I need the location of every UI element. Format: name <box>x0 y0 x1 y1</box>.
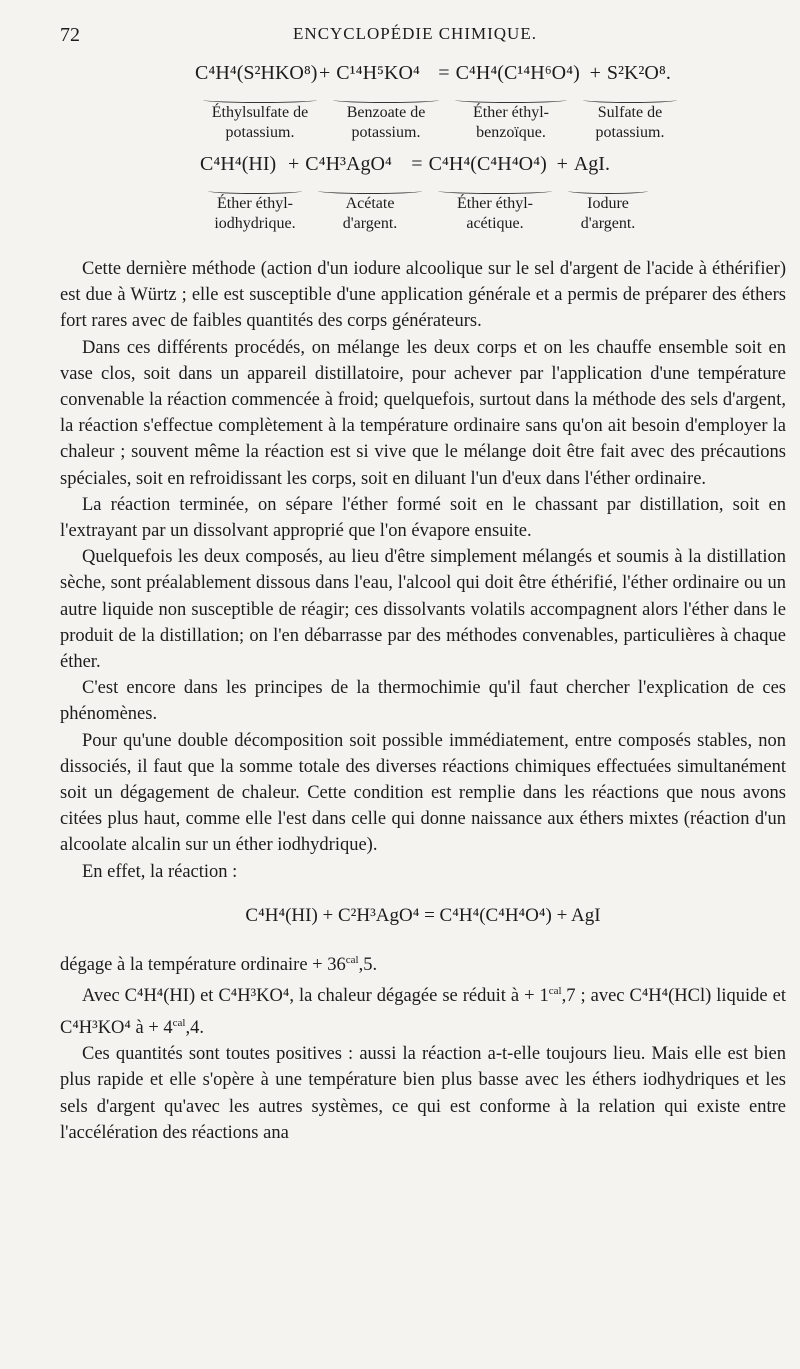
equation-1-line <box>195 62 685 85</box>
eq2-label-4: Iodure d'argent. <box>560 186 656 234</box>
eq1-op-3: + <box>589 62 601 84</box>
eq1-label-1: Éthylsulfate de potassium. <box>195 95 325 143</box>
equation-2-labels <box>200 186 690 234</box>
eq1-term-1: C⁴H⁴(S²HKO⁸) <box>195 62 318 84</box>
eq2-label-1: Éther éthyl- iodhydrique. <box>200 186 310 234</box>
page-header <box>60 24 770 48</box>
equation-block-1 <box>195 62 685 143</box>
eq1-op-1: + <box>319 62 331 84</box>
paragraph-6: Pour qu'une double décomposition soit possible immédiatement, entre composés stables, non dissociés, il faut que la somme totale des diverses réactions chimiques effectuées simultanément soit un dégagement de chaleur. Cette condition est remplie dans les réactions que nous avons citées plus haut, comme elle l'est dans celle qui donne naissance aux éthers mixtes (réaction d'un alcoolate alcalin sur un éther iodhydrique). <box>60 730 786 856</box>
running-head: ENCYCLOPÉDIE CHIMIQUE. <box>293 24 537 43</box>
paragraph-7: En effet, la réaction : <box>82 861 238 882</box>
eq2-term-3: C⁴H⁴(C⁴H⁴O⁴) <box>428 153 547 175</box>
eq1-label-4: Sulfate de potassium. <box>575 95 685 143</box>
eq1-label-2: Benzoate de potassium. <box>325 95 447 143</box>
eq2-op-3: + <box>556 153 568 175</box>
eq2-label-2: Acétate d'argent. <box>310 186 430 234</box>
paragraph-10: Ces quantités sont toutes positives : aussi la réaction a-t-elle toujours lieu. Mais elle est bien plus rapide et elle s'opère à une température bien plus basse avec les éthers iodhydriques et les sels d'argent qu'avec les autres systèmes, ce qui est conforme à la relation qui existe entre l'accélération des réactions ana <box>60 1044 786 1143</box>
paragraph-3: La réaction terminée, on sépare l'éther formé soit en le chassant par distillation, soit en l'extrayant par un dissolvant approprié que l'on évapore ensuite. <box>60 494 786 542</box>
eq2-op-1: + <box>288 153 300 175</box>
paragraph-8: dégage à la température ordinaire + $36^{cal},5$. <box>60 954 378 976</box>
eq1-op-2: = <box>438 62 450 84</box>
body-text <box>60 256 786 1146</box>
eq2-label-3: Éther éthyl- acétique. <box>430 186 560 234</box>
eq2-term-4: AgI. <box>573 153 610 175</box>
paragraph-2: Dans ces différents procédés, on mélange les deux corps et on les chauffe ensemble soit en vase clos, soit dans un appareil distillatoire, pour achever par l'application d'une température convenable la réaction commencée à froid; quelquefois, surtout dans la méthode des sels d'argent, la réaction s'effectue complètement à la température ordinaire sans qu'on ait besoin d'employer la chaleur ; souvent même la réaction est si vive que le mélange doit être fait avec des précautions spéciales, soit en refroidissant les corps, soit en diluant l'un d'eux dans l'éther ordinaire. <box>60 337 786 489</box>
eq2-term-2: C⁴H³AgO⁴ <box>305 153 392 175</box>
page-number: 72 <box>60 24 80 46</box>
eq1-term-4: S²K²O⁸. <box>606 62 671 84</box>
paragraph-1: Cette dernière méthode (action d'un iodure alcoolique sur le sel d'argent de l'acide à éthérifier) est due à Würtz ; elle est susceptible d'une application générale et a permis de préparer des éthers fort rares avec de faibles quantités des corps générateurs. <box>60 259 786 332</box>
eq1-term-3: C⁴H⁴(C¹⁴H⁶O⁴) <box>455 62 580 84</box>
eq2-term-1: C⁴H⁴(HI) <box>200 153 277 175</box>
equation-1-labels <box>195 95 685 143</box>
eq2-op-2: = <box>411 153 423 175</box>
paragraph-5: C'est encore dans les principes de la thermochimie qu'il faut chercher l'explication de ces phénomènes. <box>60 678 786 725</box>
equation-2-line <box>200 153 690 176</box>
paragraph-4: Quelquefois les deux composés, au lieu d'être simplement mélangés et soumis à la distillation sèche, sont préalablement dissous dans l'eau, l'alcool qui doit être éthérifié, l'éther ordinaire ou un autre liquide non susceptible de réagir; ces dissolvants volatils accompagnent alors l'éther dans le produit de la distillation; on l'en débarrasse par des méthodes convenables, particulières à chaque éther. <box>60 547 786 673</box>
equation-block-2 <box>200 153 690 234</box>
paragraph-9: Avec C⁴H⁴(HI) et C⁴H³KO⁴, la chaleur dégagée se réduit à + $1^{cal},7$ ; avec C⁴H⁴(HCl) liquide et C⁴H³KO⁴ à + $4^{cal},4$. <box>60 985 786 1038</box>
eq1-label-3: Éther éthyl- benzoïque. <box>447 95 575 143</box>
eq1-term-2: C¹⁴H⁵KO⁴ <box>336 62 420 84</box>
centered-equation: C⁴H⁴(HI) + C²H³AgO⁴ = C⁴H⁴(C⁴H⁴O⁴) + AgI <box>245 904 601 926</box>
